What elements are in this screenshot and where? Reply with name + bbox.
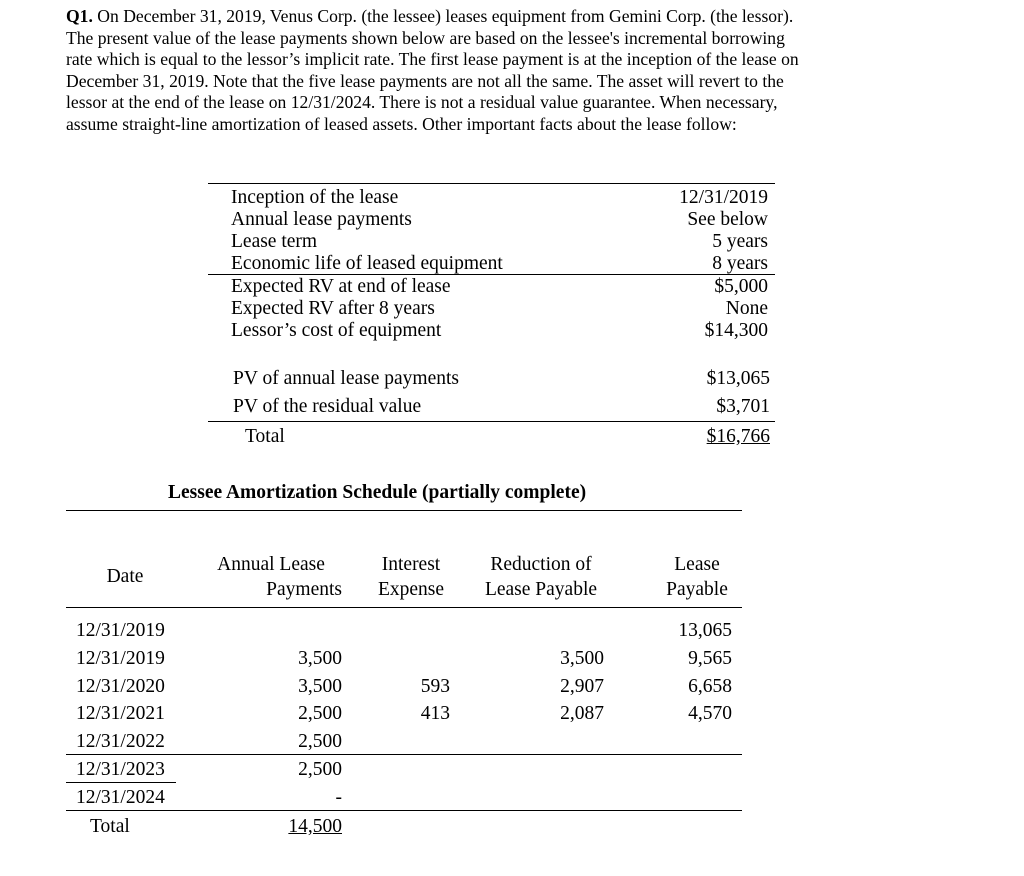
fact-label: Annual lease payments <box>231 209 412 230</box>
row-payment: 2,500 <box>298 731 342 752</box>
header-reduction <box>470 552 612 602</box>
total-payments: 14,500 <box>288 816 342 837</box>
question-line: rate which is equal to the lessor’s implicit rate. The first lease payment is at the inception of the lease on <box>66 49 799 70</box>
schedule-title: Lessee Amortization Schedule (partially complete) <box>168 482 587 503</box>
schedule-title-rule <box>66 510 742 511</box>
row-payment: 2,500 <box>298 703 342 724</box>
row-rule-2022 <box>66 754 742 755</box>
row-date: 12/31/2023 <box>76 759 165 780</box>
fact-value: $14,300 <box>704 320 768 341</box>
pv-rule <box>208 421 775 422</box>
row-interest: 413 <box>420 703 450 724</box>
row-reduction: 3,500 <box>560 648 604 669</box>
pv-total-label: Total <box>245 426 285 447</box>
fact-label: Economic life of leased equipment <box>231 253 503 274</box>
question-label: Q1. <box>66 6 93 26</box>
fact-value: 8 years <box>712 253 768 274</box>
row-date: 12/31/2019 <box>76 620 165 641</box>
header-payable-line2: Payable <box>666 579 728 600</box>
header-payments-line1: Annual Lease <box>217 554 325 575</box>
header-payable <box>652 552 742 602</box>
header-date: Date <box>106 566 144 587</box>
fact-value: None <box>725 298 768 319</box>
row-reduction: 2,087 <box>560 703 604 724</box>
pv-total-value: $16,766 <box>706 426 770 447</box>
header-payments-line2: Payments <box>266 579 342 600</box>
total-label: Total <box>90 816 130 837</box>
header-interest-line2: Expense <box>377 579 445 600</box>
question-line: lessor at the end of the lease on 12/31/2024. There is not a residual value guarantee. When necessary, <box>66 92 778 113</box>
row-rule-2024 <box>66 810 742 811</box>
fact-label: Expected RV at end of lease <box>231 276 451 297</box>
question-line: On December 31, 2019, Venus Corp. (the lessee) leases equipment from Gemini Corp. (the lessor). <box>92 6 794 26</box>
header-payable-line1: Lease <box>674 554 720 575</box>
row-date: 12/31/2024 <box>76 787 165 808</box>
row-payment: 3,500 <box>298 676 342 697</box>
fact-label: Lessor’s cost of equipment <box>231 320 442 341</box>
question-line: assume straight-line amortization of leased assets. Other important facts about the lease follow: <box>66 113 737 134</box>
row-payable: 4,570 <box>688 703 732 724</box>
header-reduction-line2: Lease Payable <box>484 579 598 600</box>
header-payments <box>200 552 342 602</box>
row-interest: 593 <box>420 676 450 697</box>
pv-value: $13,065 <box>706 368 770 389</box>
fact-label: Inception of the lease <box>231 187 399 208</box>
fact-label: Expected RV after 8 years <box>231 298 435 319</box>
row-rule-2023 <box>66 782 176 783</box>
row-payment: 2,500 <box>298 759 342 780</box>
pv-label: PV of the residual value <box>233 396 422 417</box>
facts-top-rule <box>208 183 775 184</box>
pv-value: $3,701 <box>716 396 770 417</box>
header-reduction-line1: Reduction of <box>490 554 592 575</box>
question-line: December 31, 2019. Note that the five lease payments are not all the same. The asset will revert to the <box>66 70 784 91</box>
row-payable: 13,065 <box>678 620 732 641</box>
row-payment: 3,500 <box>298 648 342 669</box>
fact-value: 5 years <box>712 231 768 252</box>
pv-label: PV of annual lease payments <box>233 368 460 389</box>
question-line: The present value of the lease payments shown below are based on the lessee's incremental borrowing <box>66 27 785 48</box>
fact-value: 12/31/2019 <box>679 187 768 208</box>
question-paragraph <box>66 6 946 136</box>
row-date: 12/31/2022 <box>76 731 165 752</box>
facts-mid-rule <box>208 274 775 275</box>
row-payable: 9,565 <box>688 648 732 669</box>
header-interest <box>370 552 452 602</box>
row-date: 12/31/2019 <box>76 648 165 669</box>
fact-label: Lease term <box>231 231 318 252</box>
fact-value: $5,000 <box>714 276 768 297</box>
fact-value: See below <box>687 209 768 230</box>
row-date: 12/31/2020 <box>76 676 165 697</box>
row-payment: - <box>335 787 342 808</box>
row-reduction: 2,907 <box>560 676 604 697</box>
row-date: 12/31/2021 <box>76 703 165 724</box>
header-rule <box>66 607 742 608</box>
header-interest-line1: Interest <box>381 554 441 575</box>
row-payable: 6,658 <box>688 676 732 697</box>
